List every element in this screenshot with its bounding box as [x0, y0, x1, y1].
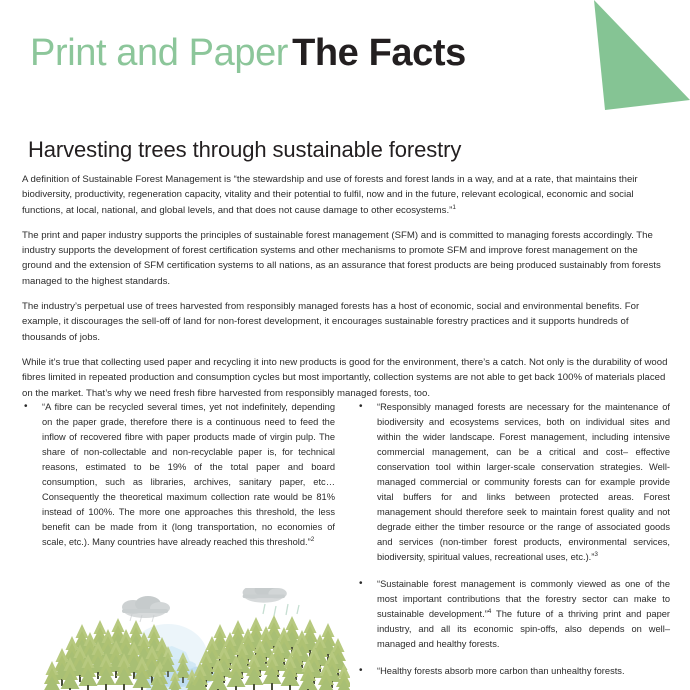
- right-bullet-list: [357, 400, 670, 679]
- bullet-text: “Sustainable forest management is commonly viewed as one of the most important contributions that the forestry sector can make to sustainable development.”: [377, 579, 670, 619]
- left-bullet-list: [22, 400, 335, 550]
- intro-paragraph: [22, 172, 670, 218]
- intro-paragraph: [22, 228, 670, 289]
- list-item: [357, 577, 670, 652]
- forest-rain-illustration: [20, 588, 350, 690]
- list-item: [22, 400, 335, 550]
- section-heading: Harvesting trees through sustainable forestry: [28, 136, 462, 162]
- corner-triangle-decoration: [570, 0, 690, 112]
- bullet-text: “Responsibly managed forests are necessary for the maintenance of biodiversity and ecosystems services, both on individual sites and within the wider landscape. Forest management, including intensive commercial management, can be a critical and cost– effective conservation tool within larger-scale conservation strategies. Well-managed commercial or community forests can for example provide vital buffers for and links between protected areas. Forest management should therefore seek to maintain forest quality and not degrade either the timber resource or the range of associated goods and services (non-timber forest products, environmental services, biodiversity, spiritual values, recreational uses, etc.).”: [377, 402, 670, 562]
- forest-illustration-svg: [20, 588, 350, 690]
- footnote-marker: 3: [594, 550, 598, 558]
- intro-paragraphs: [22, 172, 670, 401]
- list-item: [357, 400, 670, 565]
- intro-paragraph-text: The print and paper industry supports the principles of sustainable forest management (SFM) and is committed to managing forests accordingly. The industry supports the development of forest certification systems and other mechanisms to promote SFM and improve forest management on the ground and the extension of SFM certification systems to all nations, as an assurance that forest products are being produced sustainably from forests managed to the highest standards.: [22, 229, 661, 287]
- intro-paragraph: [22, 355, 670, 401]
- bullet-text: “A fibre can be recycled several times, yet not indefinitely, depending on the paper grade, therefore there is a continuous need to feed the inflow of recovered fibre with paper products made of virgin pulp. The share of non-collectable and non-recyclable paper is, for technical reasons, estimated to be 19% of the total paper and board consumption, such as libraries, archives, sanitary paper, etc… Consequently the theoretical maximum collection rate would be 81% instead of 100%. The more one approaches this threshold, the less benefit can be made from it (long transportation, no economies of scale, etc.). Many countries have already reached this threshold.”: [42, 402, 335, 547]
- intro-paragraph-text: A definition of Sustainable Forest Management is “the stewardship and use of forests and forest lands in a way, and at a rate, that maintains their biodiversity, productivity, regeneration capacity, vitality and their potential to fulfil, now and in the future, relevant ecological, economic and social functions, at local, national, and global levels, and that does not cause damage to other ecosystems.”: [22, 174, 638, 216]
- footnote-marker: 1: [452, 203, 456, 211]
- list-item: [357, 664, 670, 679]
- masthead-brand: Print and Paper: [30, 32, 289, 74]
- intro-paragraph-text: While it’s true that collecting used paper and recycling it into new products is good for the environment, there’s a catch. Not only is the durability of wood fibres limited in repeated production and consumption cycles but most importantly, collection systems are not able to get back 100% of materials placed on the market. That’s why we need fresh fibre harvested from responsibly managed forests, too.: [22, 356, 668, 399]
- masthead-facts: The Facts: [292, 32, 466, 74]
- masthead-title: [30, 31, 466, 75]
- footnote-marker: 4: [487, 607, 492, 615]
- right-column: [357, 400, 670, 690]
- footnote-marker: 2: [310, 535, 315, 543]
- intro-paragraph-text: The industry’s perpetual use of trees harvested from responsibly managed forests has a host of economic, social and environmental benefits. For example, it discourages the sell-off of land for non-forest development, it encourages sustainable forestry practices and it supports hundreds of thousands of jobs.: [22, 301, 640, 343]
- intro-paragraph: [22, 299, 670, 345]
- bullet-text: “Healthy forests absorb more carbon than unhealthy forests.: [377, 666, 625, 676]
- page-header: [0, 0, 690, 112]
- bullet-text-after: The future of a thriving print and paper industry, and all its economic spin-offs, also depends on well– managed and healthy forests.: [377, 609, 671, 649]
